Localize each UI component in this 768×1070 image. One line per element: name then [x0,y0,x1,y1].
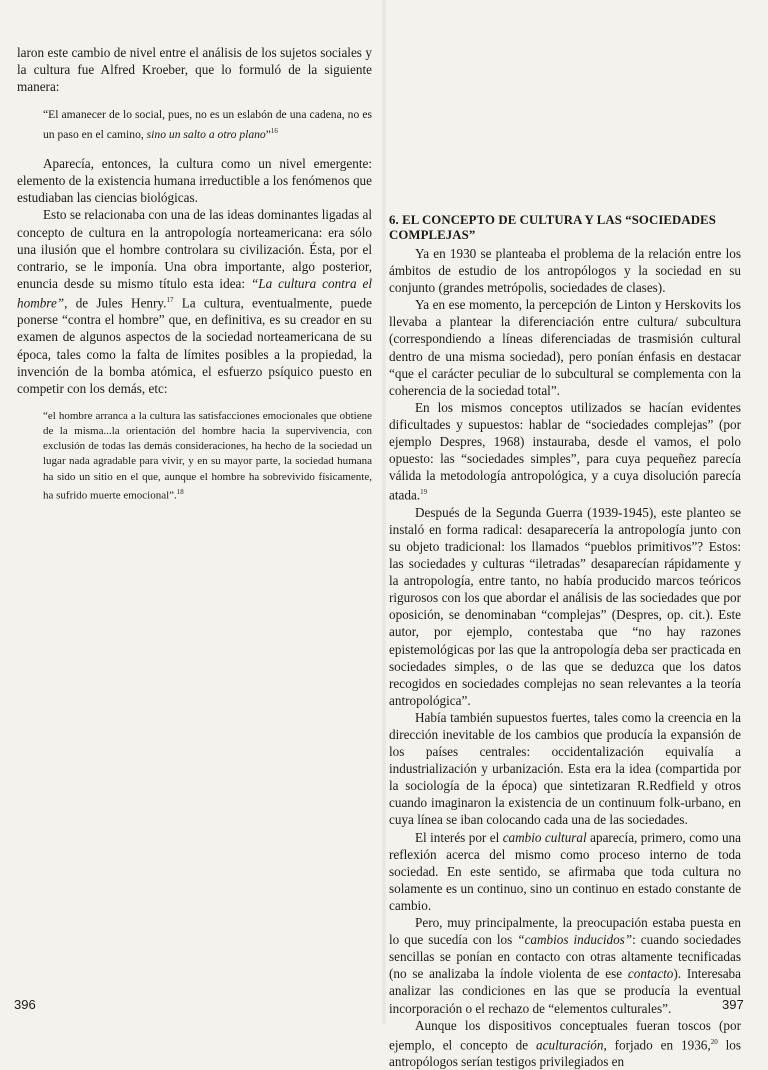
r7-italic: “cambios inducidos” [517,932,633,948]
henry-quote [43,409,372,504]
quote-text: “El amanecer de lo social, pues, no es un eslabón de una cadena, no es un paso en el camino, [43,108,372,142]
r8-text-3: los antropólogos serían testigos privilegiados en [389,1037,742,1070]
paragraph-continuation: laron este cambio de nivel entre el análisis de los sujetos sociales y la cultura fue Alfred Kroeber, que lo formuló de la siguiente manera: [17,45,372,95]
section-heading: 6. EL CONCEPTO DE CULTURA Y LAS “SOCIEDADES COMPLEJAS” [389,213,716,242]
page-number-left: 396 [14,997,36,1012]
r6-text: El interés por el [415,829,503,845]
paragraph-assumptions: Había también supuestos fuertes, tales como la creencia en la dirección inevitable de los cambios que producía la expansión de los países centrales: occidentalización equivalía a industrialización y urbanización. Esta era la idea (compartida por la sociología de la época) que sintetizaran R.Redfield y otros cuando imaginaron la existencia de un continuum folk-urbano, en cuya línea se iban colocando cada una de las sociedades. [389,709,741,828]
paragraph-complex-societies [389,399,741,504]
r7-text-2: : cuando sociedades sencillas se ponían en contacto con otras altamente tecnificadas (no se analizaba la índole violenta de ese [389,932,741,982]
p3-text: Esto se relacionaba con una de las ideas dominantes ligadas al concepto de cultura en la antropología norteamericana: era sólo una ilusión que el hombre controlara su civilización. Ésta, por el contrario, se le imponía. Una obra importante, algo posterior, enuncia desde su mismo título esta idea: [17,207,372,291]
left-text-column [17,44,372,504]
footnote-ref-18: 18 [176,487,184,496]
kroeber-quote [43,107,372,143]
r7-text: Pero, muy principalmente, la preocupación estaba puesta en lo que sucedía con los [389,915,741,948]
p3-text-rest: La cultura, eventualmente, puede ponerse “contra el hombre” que, en definitiva, es su creador en su examen de algunos aspectos de la sociedad norteamericana de su época, tales como la falta de límites posibles a la propiedad, la invención de la bomba atómica, el esfuerzo psíquico puesto en competir con los demás, etc: [17,295,373,396]
paragraph-induced-changes [389,914,741,1017]
footnote-ref-17: 17 [166,295,174,304]
quote-emphasis: sino un salto a otro plano [146,128,266,142]
right-text-column [389,245,741,1070]
quote-close: ” [265,128,271,142]
paragraph-culture-vs-man [17,206,372,396]
p3-author: , de Jules Henry. [64,295,167,311]
paragraph-1930: Ya en 1930 se planteaba el problema de la relación entre los ámbitos de estudio de los antropólogos y la sociedad en su conjunto (grandes metrópolis, sociedades de clases). [389,246,741,296]
paragraph-emergent-level: Aparecía, entonces, la cultura como un nivel emergente: elemento de la existencia humana irreductible a los fenómenos que estudiaban las ciencias biológicas. [17,156,372,206]
r7-italic-2: contacto [627,966,674,982]
paragraph-postwar: Después de la Segunda Guerra (1939-1945), este planteo se instaló en forma radical: desaparecería la antropología junto con su objeto tradicional: los llamados “pueblos primitivos”? Estos: las sociedades y culturas “iletradas” desaparecían rápidamente y la antropología, entre tanto, no había producido marcos teóricos rigurosos con los que abordar el análisis de las sociedades que por oposición, se denominaban “complejas” (Despres, op. cit.). Este autor, por ejemplo, contestaba que “no hay razones epistemológicas por las que la antropología deba ser practicada en sociedades simples, o de las que se deduzca que los datos recogidos en sociedades complejas no sean relevantes a la teoría antropológica”. [389,504,741,708]
r8-text-2: , forjado en 1936, [603,1037,711,1053]
r8-text: Aunque los dispositivos conceptuales fueran toscos (por ejemplo, el concepto de [389,1017,741,1053]
r6-italic: cambio cultural [502,829,587,845]
r7-text-3: ). Interesaba analizar las condiciones en las que se producía la eventual incorporación o el rechazo de “elementos culturales”. [389,966,742,1016]
footnote-ref-19: 19 [420,488,428,497]
paragraph-acculturation [389,1017,741,1070]
book-title-italic: “La cultura contra el hombre” [17,275,372,311]
page-number-right: 397 [722,997,744,1012]
r8-italic: aculturación [536,1037,604,1053]
paragraph-cultural-change [389,829,741,914]
quote-text: “el hombre arranca a la cultura las satisfacciones emocionales que obtiene de la misma...la orientación del hombre hacia la supervivencia, con exclusión de todas las demás consideraciones, ha hecho de la sociedad un lugar nada agradable para vivir, y en su mayor parte, la sociedad humana ha sido un sitio en el que, aunque el hombre ha sobrevivido físicamente, ha sufrido muerte emocional”. [43,409,372,502]
footnote-ref-16: 16 [270,127,278,136]
left-page [0,0,384,1024]
paragraph-linton-herskovits: Ya en ese momento, la percepción de Linton y Herskovits los llevaba a plantear la diferenciación entre cultura/ subcultura (correspondiendo a líneas diferenciadas de trasmisión cultural dentro de una misma sociedad), pero ponían énfasis en destacar “que el carácter peculiar de lo subcultural se complementa con la coherencia de la sociedad total”. [389,297,741,398]
footnote-ref-20: 20 [710,1037,718,1046]
r3-text: En los mismos conceptos utilizados se hacían evidentes dificultades y supuestos: hablar de “sociedades complejas” (por ejemplo Despres, 1968) instauraba, desde el vamos, el polo opuesto: las “sociedades simples”, para cuya pequeñez parecía válida la metodología antropológica, y a cuya disolución parecía atada. [389,399,741,503]
r6-text-rest: aparecía, primero, como una reflexión acerca del mismo como proceso interno de toda sociedad. En este sentido, se afirmaba que toda cultura no solamente es un continuo, sino un continuo en estado constante de cambio. [389,829,742,913]
